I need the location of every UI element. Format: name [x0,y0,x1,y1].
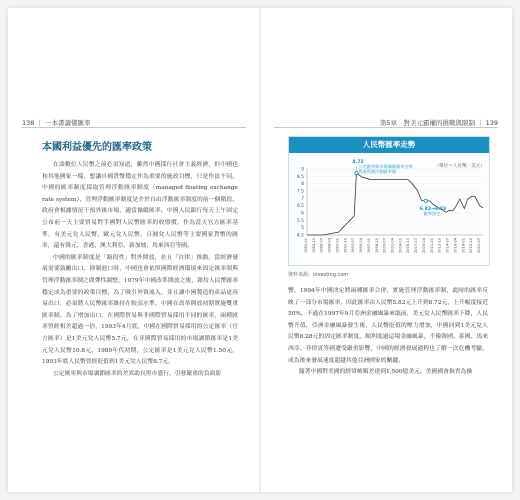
paragraph: 在談數位人民幣之前必須知道，雖然中國採行社會主義經濟，但中國也和其他國家一樣，想讓自國貨幣穩定作為重要的施政目標，只是作法不同。中國的匯率制度採取管理浮動匯率制度（managed floating exchange rate system），管理浮動匯率制度是介於自由浮動匯率制度的前一個階段，政府會根據情況干預外匯市場，適當操縱匯率。中國人民銀行每天上午固定公布前一天主要貿易對手國對人民幣匯率的收盤價，作為當天官方匯率基準，有美元兌人民幣、歐元兌人民幣、日圓兌人民幣等主要國家貨幣的匯率，還有韓元、香港、澳大利亞、新加坡、馬來西亞等國。 [42,162,238,250]
annotation-text: 實施管理浮動匯率制 [358,169,397,174]
y-tick-label: 4.5 [296,233,304,239]
right-header-rule [274,127,498,128]
x-tick-label: 2016-04 [453,238,458,254]
y-tick-label: 7.5 [296,189,304,195]
series-line [307,173,483,235]
y-tick-label: 5 [301,226,304,232]
x-tick-label: 2002-04 [390,238,395,254]
x-tick-label: 2019-10 [469,238,474,254]
right-running-head: 第5章 對美元霸權的挑戰與限制 ｜ 139 [379,119,498,127]
x-tick-label: 1988-04 [327,238,332,254]
x-tick-label: 1983-01 [304,238,308,254]
x-tick-label: 2018-01 [461,238,466,254]
x-tick-label: 1995-04 [359,238,364,254]
y-tick-label: 5.5 [296,218,304,224]
y-tick-label: 6.5 [296,204,304,210]
section-title: 本國利益優先的匯率政策 [42,142,152,153]
right-page [266,8,506,492]
x-tick-label: 1993-07 [351,238,356,254]
paragraph: 中國的匯率制度是「路段性」對外開放，並且「自律」推動，當經濟發展需要鼓勵出口，抑制進口時，中國也會依照國際經濟環境來固定匯率制與管理浮動匯率制之間彈性調整，1979年中國改革開放之後，藉持人民幣匯率穩定成為重要的政策目標，為了吸引外資流入，並且讓中國製造的產品更容易出口，必須將人民幣匯率維持在較高水準，中國在改革開放初期實施雙重匯率制，為了增加出口，在國際貿易與非國際貿易採用不同的匯率，兩種匯率曾經相差超過一倍，1993年4月底，中國在國際貿易採用的公定匯率（官方匯率）是1美元兌人民幣5.7元，在非國際貿易採用的市場調節匯率是1美元兌人民幣10.8元，1980年代初期，公定匯率是1美元兌人民幣1.50元，1993年底人民幣曾經貶值到1美元兌人民幣8.7元。 [42,254,238,366]
left-header-rule [22,127,246,128]
x-tick-label: 2012-10 [437,238,442,254]
left-page [14,8,254,492]
x-tick-label: 2011-01 [429,238,434,254]
right-body-text [288,286,488,379]
y-tick-label: 8.5 [296,174,304,180]
left-body-text [42,160,238,380]
x-tick-label: 2000-07 [382,238,387,254]
x-tick-label: 2005-10 [406,238,411,254]
x-tick-label: 1986-07 [319,238,324,254]
paragraph: 隨著中國對美國的經常帳順差達到1,500億美元，美國國會指責為操 [299,369,473,376]
x-tick-label: 1991-10 [343,238,348,254]
chart-plot [289,153,489,265]
annotation-value: 8.72 [352,160,364,165]
y-tick-label: 8 [301,182,304,188]
annotation-value: 6.82→6.83 [419,206,447,212]
chart-source: 資料來源：investing.com [288,272,349,278]
exchange-rate-chart [288,136,490,266]
paragraph: 響，1994年中國決定將兩種匯率合併，實施管理浮動匯率制，此時的匯率反映了一部分市場匯率，因此匯率由人民幣5.82元上升到8.72元，上升幅度接近50%，不過在1997年9月亞洲金融風暴來臨前，美元兌人民幣匯率下降，人民幣升值，亞洲金融風暴發生後，人民幣貶值的壓力增加，中國回到1美元兌人民幣8.28元的固定匯率制度，順利度過這場金融風暴，不像韓國、泰國、馬來西亞、菲律賓等國遭受嚴重影響，中國的經濟發展過程也了解一次危機考驗，成為後來發展速度超越其他亞洲國家的關鍵。 [288,288,488,364]
annotation-text: 公定匯率與市場調節匯率合併 [358,164,413,169]
annotation-text: 匯率固定 [423,210,441,216]
annotation-marker [424,199,427,202]
y-tick-label: 7 [301,196,304,202]
x-tick-label: 1990-01 [335,238,340,254]
book-gutter [259,8,261,492]
paragraph: 公定匯率與市場調節匯率的差異助長黑市盛行，引發嚴重的負面影 [53,370,222,377]
left-running-head: 138 ｜ 一本書讀懂匯率 [22,119,91,127]
x-tick-label: 2009-04 [421,238,426,254]
x-tick-label: 2021-07 [477,238,482,254]
chart-title: 人民幣匯率走勢 [289,137,489,153]
y-tick-label: 9 [301,167,304,173]
x-tick-label: 1998-10 [374,238,379,254]
x-tick-label: 2004-01 [398,238,403,254]
chart-unit-label: （單位＝人民幣／美元） [434,164,485,169]
x-tick-label: 2007-07 [414,238,419,254]
x-tick-label: 1984-10 [311,238,316,254]
x-tick-label: 2014-07 [445,238,450,254]
x-tick-label: 1997-01 [366,238,371,254]
y-tick-label: 6 [301,211,304,217]
book-spread [8,8,512,492]
